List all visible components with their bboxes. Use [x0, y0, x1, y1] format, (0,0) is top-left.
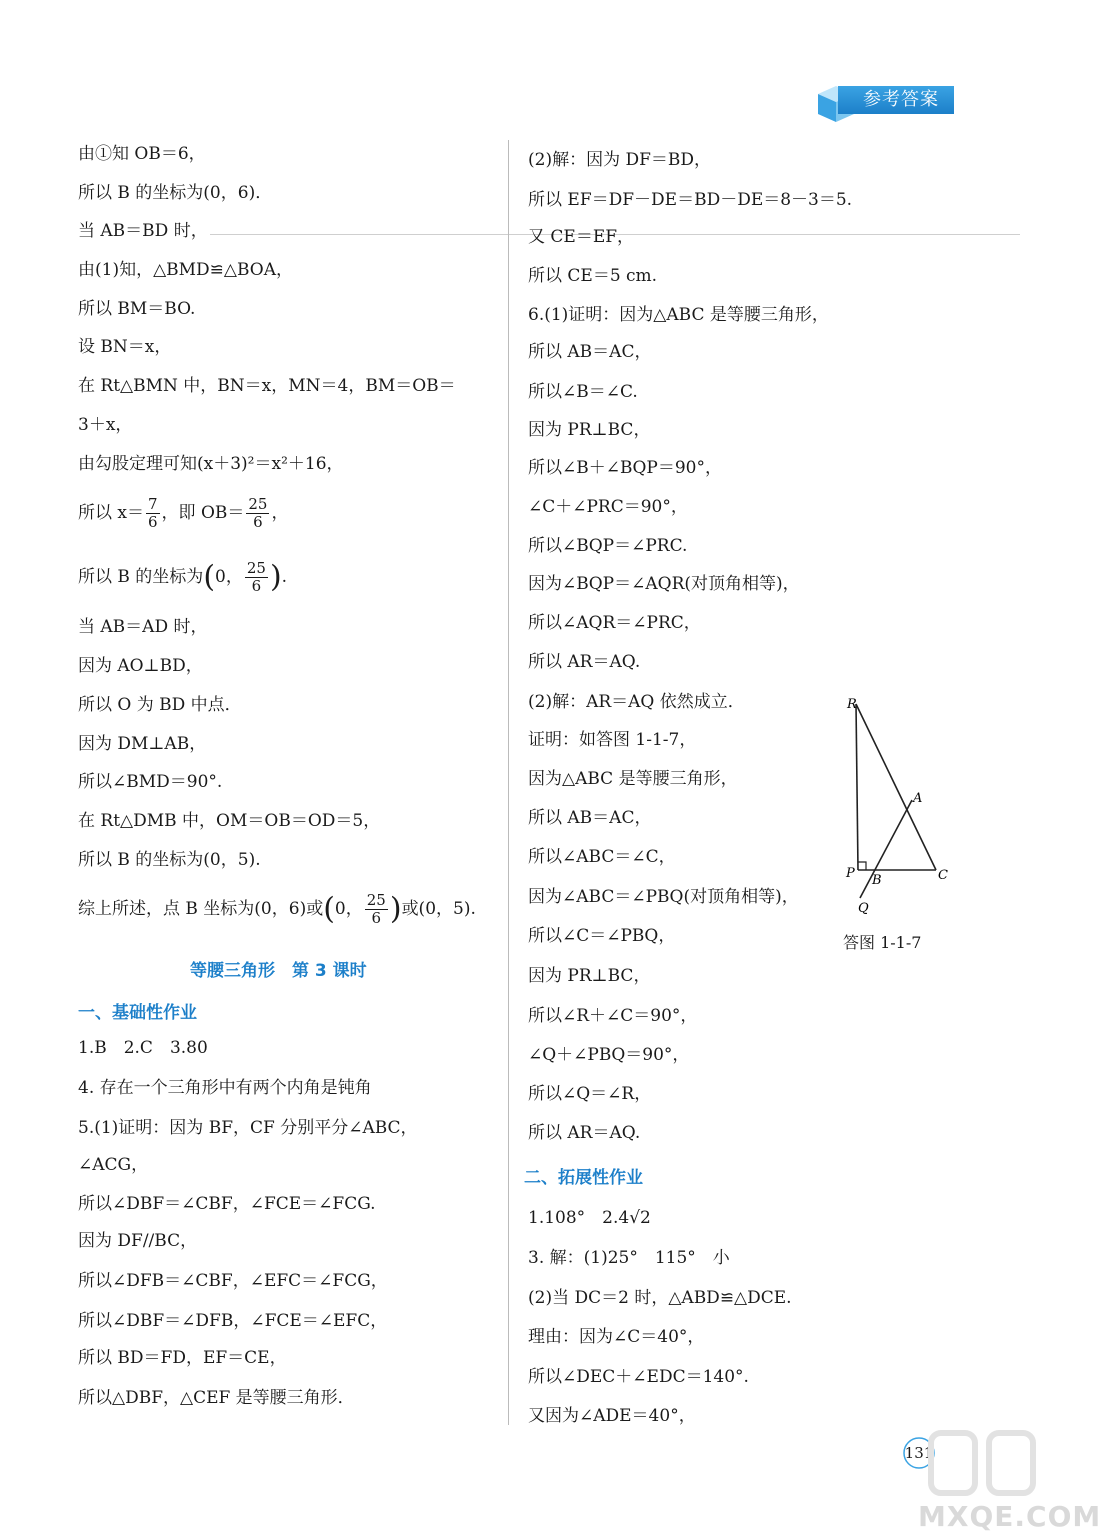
text-line: (2)解：因为 DF＝BD，	[528, 150, 712, 170]
right-angle-mark	[858, 862, 866, 870]
text-line: 所以 AR＝AQ.	[528, 1123, 641, 1143]
segment-rp	[856, 704, 858, 870]
text-line: 由(1)知，△BMD≌△BOA，	[78, 260, 294, 280]
text-line: 所以 AB＝AC，	[528, 342, 652, 362]
label-r: R	[847, 697, 857, 712]
text-fragment: 所以 B 的坐标为	[78, 567, 204, 587]
text-fragment: 0，	[334, 899, 363, 919]
close-paren: )	[389, 891, 402, 927]
text-line: 由勾股定理可知(x＋3)²＝x²＋16，	[78, 454, 344, 474]
column-divider	[508, 140, 509, 1425]
basic-homework-heading: 一、基础性作业	[78, 1003, 197, 1023]
watermark-text: MXQE.COM	[918, 1500, 1101, 1533]
text-line: 所以 AB＝AC，	[528, 808, 652, 828]
text-line: 所以∠BQP＝∠PRC.	[528, 536, 688, 556]
text-line: 设 BN＝x，	[78, 337, 172, 357]
text-line: 又 CE＝EF，	[528, 227, 635, 247]
text-line: 所以∠B＝∠C.	[528, 382, 638, 402]
figure-caption: 答图 1-1-7	[843, 933, 922, 952]
label-b: B	[872, 873, 882, 888]
text-line: 所以∠B＋∠BQP＝90°，	[528, 458, 722, 478]
fraction-denominator: 6	[253, 513, 263, 531]
segment-aq	[860, 800, 912, 898]
fraction-numerator: 25	[246, 559, 266, 577]
text-line: 所以∠ABC＝∠C，	[528, 847, 676, 867]
text-line: 证明：如答图 1-1-7，	[528, 730, 697, 750]
text-line: 3＋x，	[78, 415, 133, 435]
text-fragment: 综上所述，点 B 坐标为(0，6)或	[78, 899, 324, 919]
text-line: 1.108° 2.4√2	[528, 1208, 651, 1228]
text-line: 因为 DF//BC，	[78, 1231, 198, 1251]
text-line: 因为 DM⊥AB，	[78, 734, 207, 754]
text-line: 所以 AR＝AQ.	[528, 652, 641, 672]
text-line: 在 Rt△BMN 中，BN＝x，MN＝4，BM＝OB＝	[78, 376, 456, 396]
fraction-numerator: 7	[148, 495, 158, 513]
text-line: 3. 解：(1)25° 115° 小	[528, 1248, 730, 1268]
text-line: (2)解：AR＝AQ 依然成立．	[528, 692, 745, 712]
coord-line	[78, 560, 287, 595]
text-fragment: 所以 x＝	[78, 503, 144, 523]
label-p: P	[846, 866, 855, 881]
x-value-line	[78, 496, 288, 531]
section-title: 等腰三角形 第 3 课时	[190, 961, 367, 981]
text-line: 当 AB＝BD 时，	[78, 221, 208, 241]
text-line: 所以∠C＝∠PBQ，	[528, 926, 676, 946]
text-line: 当 AB＝AD 时，	[78, 617, 208, 637]
text-line: 所以 EF＝DF－DE＝BD－DE＝8－3＝5.	[528, 190, 853, 210]
text-line: 所以∠DFB＝∠CBF，∠EFC＝∠FCG，	[78, 1271, 388, 1291]
text-line: 1.B 2.C 3.80	[78, 1038, 208, 1058]
text-fragment: .	[281, 567, 288, 587]
text-line: 所以∠DEC＋∠EDC＝140°.	[528, 1367, 749, 1387]
text-line: 所以 B 的坐标为(0，6)．	[78, 183, 273, 203]
text-line: (2)当 DC＝2 时，△ABD≌△DCE.	[528, 1288, 792, 1308]
text-line: ∠ACG，	[78, 1155, 149, 1175]
text-line: 6.(1)证明：因为△ABC 是等腰三角形，	[528, 305, 829, 325]
text-line: 在 Rt△DMB 中，OM＝OB＝OD＝5，	[78, 811, 381, 831]
text-fragment: ，即 OB＝	[161, 503, 245, 523]
text-line: 所以∠DBF＝∠DFB，∠FCE＝∠EFC，	[78, 1311, 388, 1331]
text-line: 因为 PR⊥BC，	[528, 420, 651, 440]
label-q: Q	[858, 901, 869, 916]
text-line: 因为 AO⊥BD，	[78, 656, 203, 676]
open-paren: (	[203, 559, 216, 595]
text-line: 因为△ABC 是等腰三角形，	[528, 769, 738, 789]
text-line: 所以∠AQR＝∠PRC，	[528, 613, 701, 633]
text-line: 因为∠BQP＝∠AQR(对顶角相等)，	[528, 574, 800, 594]
text-line: ∠Q＋∠PBQ＝90°，	[528, 1045, 690, 1065]
fraction	[245, 560, 268, 595]
text-line: 所以∠DBF＝∠CBF，∠FCE＝∠FCG.	[78, 1194, 376, 1214]
text-line: 因为∠ABC＝∠PBQ(对顶角相等)，	[528, 887, 799, 907]
text-line: ∠C＋∠PRC＝90°，	[528, 497, 688, 517]
summary-line	[78, 892, 476, 927]
answer-key-badge	[808, 78, 954, 118]
text-line: 所以 O 为 BD 中点．	[78, 695, 242, 715]
open-paren: (	[323, 891, 335, 927]
label-a: A	[913, 791, 923, 806]
fraction	[365, 892, 388, 927]
text-line: 所以 BD＝FD，EF＝CE，	[78, 1348, 287, 1368]
close-paren: )	[269, 559, 282, 595]
text-line: 又因为∠ADE＝40°，	[528, 1406, 696, 1426]
page-number-text: 131	[904, 1444, 934, 1462]
text-fragment: ，	[271, 503, 289, 523]
text-line: 4. 存在一个三角形中有两个内角是钝角	[78, 1078, 372, 1098]
text-line: 所以∠Q＝∠R，	[528, 1084, 652, 1104]
text-line: 因为 PR⊥BC，	[528, 966, 651, 986]
text-line: 5.(1)证明：因为 BF，CF 分别平分∠ABC，	[78, 1118, 418, 1138]
text-line: 由①知 OB＝6，	[78, 144, 206, 164]
fraction-denominator: 6	[371, 909, 382, 927]
answer-key-label: 参考答案	[838, 86, 954, 114]
fraction	[146, 496, 160, 531]
fraction	[246, 496, 269, 531]
text-line: 理由：因为∠C＝40°，	[528, 1327, 705, 1347]
fraction-denominator: 6	[251, 577, 262, 595]
label-c: C	[938, 868, 948, 883]
text-line: 所以 BM＝BO.	[78, 299, 196, 319]
fraction-numerator: 25	[366, 891, 386, 909]
fraction-denominator: 6	[148, 513, 158, 531]
triangle-figure	[834, 690, 964, 920]
text-fragment: 或(0，5).	[401, 899, 476, 919]
text-line: 所以∠BMD＝90°.	[78, 772, 223, 792]
text-line: 所以∠R＋∠C＝90°，	[528, 1006, 698, 1026]
text-fragment: 0，	[215, 567, 243, 587]
text-line: 所以 B 的坐标为(0，5).	[78, 850, 261, 870]
text-line: 所以△DBF，△CEF 是等腰三角形．	[78, 1388, 355, 1408]
fraction-numerator: 25	[248, 495, 268, 513]
segment-rc	[856, 704, 936, 870]
extended-homework-heading: 二、拓展性作业	[524, 1168, 643, 1188]
text-line: 所以 CE＝5 cm.	[528, 266, 658, 286]
